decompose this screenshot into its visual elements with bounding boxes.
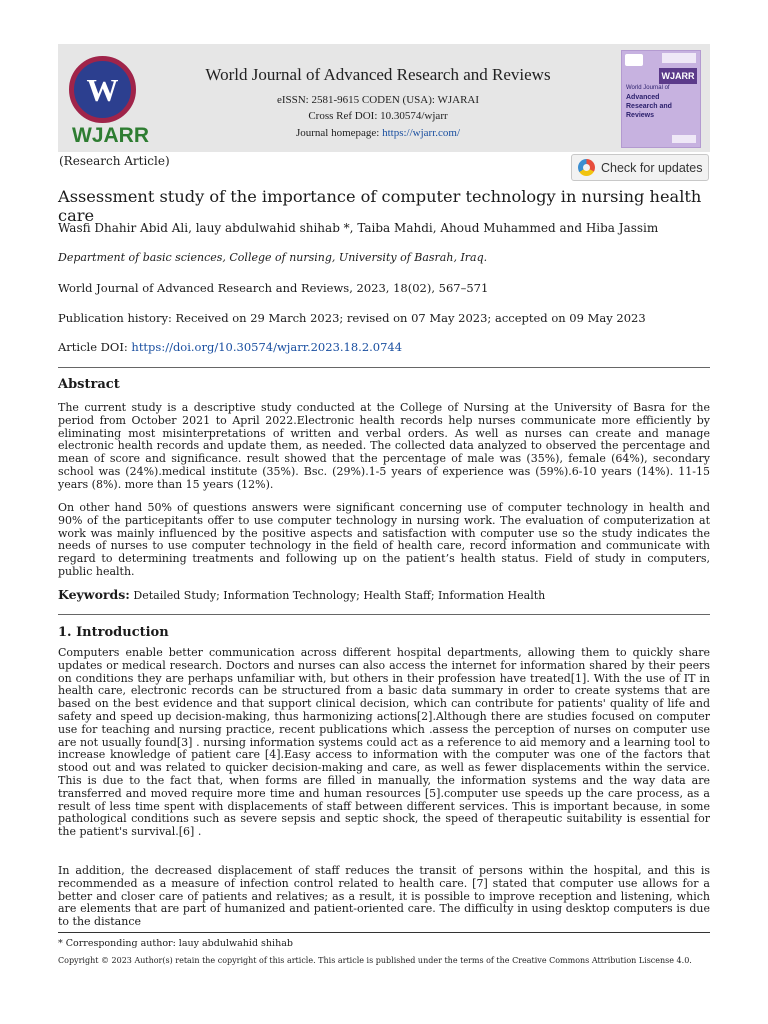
corresponding-author-footnote: * Corresponding author: lauy abdulwahid shihab	[58, 938, 293, 949]
check-for-updates-button[interactable]	[571, 154, 709, 181]
cover-title-line: Research and	[626, 103, 672, 110]
doi-link[interactable]: https://doi.org/10.30574/wjarr.2023.18.2.0744	[131, 340, 403, 354]
article-title: Assessment study of the importance of computer technology in nursing health care	[58, 187, 702, 225]
cover-issn-box	[662, 53, 696, 63]
cover-badge: WJARR	[659, 68, 697, 84]
divider	[58, 367, 710, 368]
crossref-line: Cross Ref DOI: 10.30574/wjarr	[308, 110, 448, 122]
issn-line: eISSN: 2581-9615 CODEN (USA): WJARAI	[276, 94, 480, 106]
crossmark-icon	[578, 159, 595, 176]
journal-cover	[621, 50, 701, 148]
abstract-paragraph: The current study is a descriptive study conducted at the College of Nursing at the University of Basra for the period from October 2021 to April 2022.Electronic health records help nurses communicate more efficiently by eliminating most misinterpretations of written and verbal orders. As well as nurses can create and manage electronic health records and update them, as needed. The collected data analyzed to observed the percentage and mean of score and significance. result showed that the percentage of male was (35%), female (64%), secondary school was (24%).medical institute (35%). Bsc. (29%).1-5 years of experience was (59%).6-10 years (14%). 11-15 years (8%). more than 15 years (12%).	[58, 401, 710, 491]
abstract-heading: Abstract	[58, 377, 120, 392]
introduction-paragraph: Computers enable better communication across different hospital departments, allowing them to quickly share updates or medical research. Doctors and nurses can also access the internet for information shared by their peers on conditions they are perhaps unfamiliar with, but others in their profession have treated[1]. With the use of IT in health care, electronic records can be structured from a basic data summary in order to create systems that are based on the best evidence and that support clinical decision, which can contribute for patients' quality of life and safety and speed up decision-making, thus harmonizing actions[2].Although there are studies focused on computer use for teaching and nursing practice, recent publications which .assess the perception of nurses on computer use are not usually found[3] . nursing information systems could act as a reference to aid memory and a learning tool to increase knowledge of patient care [4].Easy access to information with the computer was one of the factors that stood out and was related to quicker decision-making and care, as well as fewer displacements within the service. This is due to the fact that, when forms are filled in manually, the information systems and the way data are transferred and moved require more time and human resources [5].computer use speeds up the care process, as a result of less time spent with displacements of staff between different services. This is important because, in some pathological conditions such as severe sepsis and septic shock, the speed of therapeutic suitability is essential for the patient's survival.[6] .	[58, 646, 710, 839]
divider	[58, 614, 710, 615]
cover-title-line: World Journal of	[626, 85, 670, 91]
footnote-divider	[58, 932, 710, 933]
cover-title-line: Advanced	[626, 94, 660, 101]
journal-logo	[69, 56, 136, 123]
cover-title-line: Reviews	[626, 112, 655, 119]
homepage-label: Journal homepage:	[295, 127, 383, 139]
keywords-label: Keywords:	[58, 587, 130, 602]
article-type: (Research Article)	[59, 154, 170, 168]
keywords-text: Detailed Study; Information Technology; Health Staff; Information Health	[129, 589, 546, 602]
logo-letter: W	[86, 71, 119, 108]
keywords	[58, 587, 710, 602]
introduction-paragraph: In addition, the decreased displacement of staff reduces the transit of persons within the hospital, and this is recommended as a measure of infection control related to health care. [7] stated that computer use allows for a better and closer care of patients and relatives; as a result, it is possible to improve reception and listening, which are elements that are part of humanized and patient-oriented care. The difficulty in using desktop computers is due to the distance	[58, 864, 710, 929]
cover-footer	[672, 135, 696, 143]
introduction-heading: 1. Introduction	[58, 625, 169, 640]
affiliation: Department of basic sciences, College of nursing, University of Basrah, Iraq.	[58, 251, 488, 264]
cover-title	[626, 84, 696, 120]
journal-title: World Journal of Advanced Research and Reviews	[205, 65, 551, 84]
article-doi	[58, 340, 710, 354]
abstract-paragraph: On other hand 50% of questions answers were significant concerning use of computer technology in health and 90% of the particepitants offer to use computer technology in nursing work. The evaluation of computerization at work was mainly influenced by the positive aspects and satisfaction with computer use so the study indicates the needs of nurses to use computer technology in the field of health care, record information and communicate with regard to determining treatments and following up on the patient’s health status. Field of study in computers, public health.	[58, 501, 710, 578]
check-updates-label: Check for updates	[601, 160, 703, 175]
author-list: Wasfi Dhahir Abid Ali, lauy abdulwahid shihab *, Taiba Mahdi, Ahoud Muhammed and Hiba Jassim	[58, 221, 659, 235]
copyright-notice: Copyright © 2023 Author(s) retain the copyright of this article. This article is published under the terms of the Creative Commons Attribution Liscense 4.0.	[58, 956, 692, 965]
logo-text: WJARR	[72, 124, 149, 147]
journal-citation: World Journal of Advanced Research and Reviews, 2023, 18(02), 567–571	[58, 281, 489, 295]
homepage-link[interactable]: https://wjarr.com/	[382, 127, 461, 139]
doi-label: Article DOI:	[58, 340, 132, 354]
cover-seal	[625, 54, 643, 66]
homepage-line	[178, 127, 578, 139]
publication-history: Publication history: Received on 29 March 2023; revised on 07 May 2023; accepted on 09 May 2023	[58, 311, 646, 325]
journal-header	[58, 44, 710, 152]
